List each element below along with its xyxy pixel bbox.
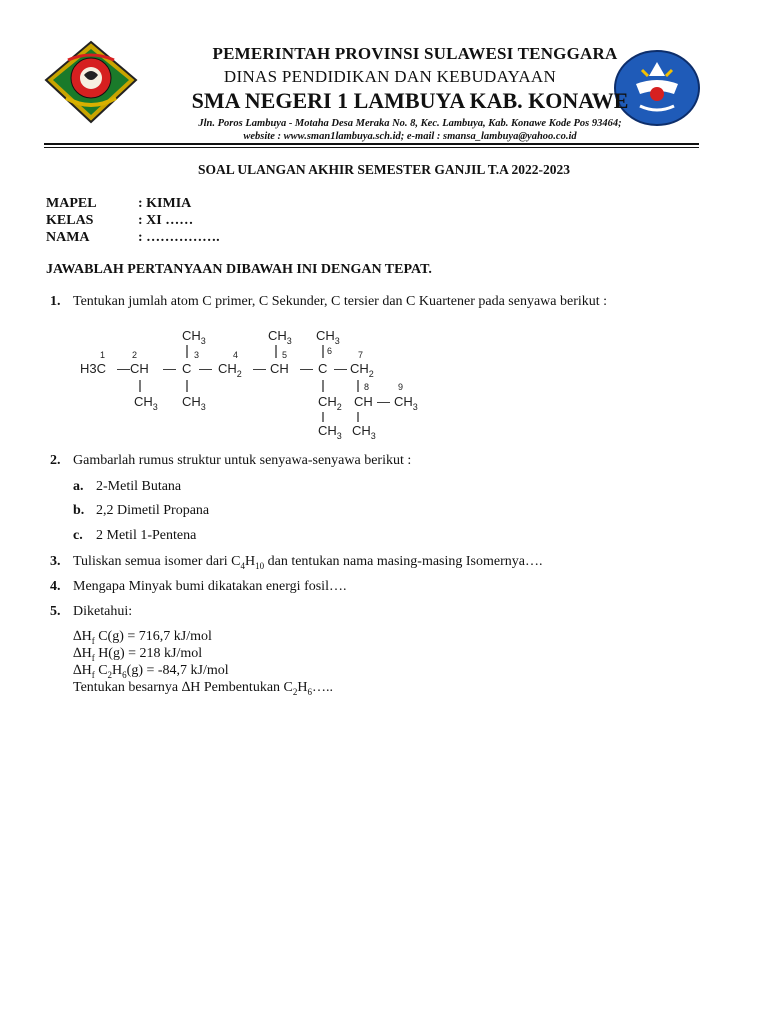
identity-label: MAPEL <box>46 196 97 211</box>
group-c-3: C <box>182 361 192 376</box>
bond-2-3: — <box>163 361 176 376</box>
question-2-number: 2. <box>50 453 61 468</box>
bond-8-9: — <box>377 394 390 409</box>
carbon-number: 8 <box>364 382 370 392</box>
group-h3c: H3C <box>80 361 107 376</box>
question-5-text: Diketahui: <box>73 604 133 619</box>
ch3-bottom-6b: $CH_3$ <box>318 423 342 440</box>
group-ch2-7: $CH_2$ <box>350 361 374 379</box>
group-ch-5: CH <box>270 361 289 376</box>
header-rule-thick <box>44 143 699 145</box>
carbon-number: 6 <box>327 346 333 356</box>
exam-title: SOAL ULANGAN AKHIR SEMESTER GANJIL T.A 2022-2023 <box>198 162 570 177</box>
group-ch3-9: $CH_3$ <box>394 394 418 412</box>
carbon-number: 5 <box>282 350 288 360</box>
bond-4-5: — <box>253 361 266 376</box>
header-address-block <box>110 117 710 143</box>
ch3-top-3: $CH_3$ <box>182 328 206 346</box>
question-2-text: Gambarlah rumus struktur untuk senyawa-senyawa berikut : <box>73 453 412 468</box>
question-2b-text: 2,2 Dimetil Propana <box>96 503 210 518</box>
question-2c-number: c. <box>73 528 83 543</box>
group-c-6: C <box>318 361 328 376</box>
ch3-bottom-3: $CH_3$ <box>182 394 206 412</box>
given-dhf-hydrogen: $\Delta H_f$ H(g) = 218 kJ/mol <box>73 646 203 663</box>
bond-5-6: — <box>300 361 313 376</box>
bond-6-7: — <box>334 361 347 376</box>
header-contacts: website : www.sman1lambuya.sch.id; e-mail : smansa_lambuya@yahoo.co.id <box>243 131 577 142</box>
ch2-bottom-6: $CH_2$ <box>318 394 342 412</box>
header-department: DINAS PENDIDIKAN DAN KEBUDAYAAN <box>223 67 557 86</box>
provincial-emblem-icon <box>44 40 138 124</box>
identity-value: : ……………. <box>138 230 220 245</box>
ch3-top-6: $CH_3$ <box>316 328 340 346</box>
given-dhf-ethane: $\Delta H_f$ $C_2H_6(g) = -84,7$ kJ/mol <box>73 663 229 680</box>
instruction: JAWABLAH PERTANYAAN DIBAWAH INI DENGAN TEPAT. <box>46 262 432 277</box>
question-3-text: Tuliskan semua isomer dari $C_4H_{10}$ dan tentukan nama masing-masing Isomernya…. <box>73 554 543 571</box>
identity-value: : XI …… <box>138 213 194 228</box>
ch3-bottom-2: $CH_3$ <box>134 394 158 412</box>
header-rule-thin <box>44 147 699 148</box>
header-government: PEMERINTAH PROVINSI SULAWESI TENGGARA <box>212 44 618 63</box>
given-dhf-carbon: $\Delta H_f$ C(g) = 716,7 kJ/mol <box>73 629 212 646</box>
question-5-number: 5. <box>50 604 61 619</box>
question-1-text: Tentukan jumlah atom C primer, C Sekunder, C tersier dan C Kuartener pada senyawa berikut : <box>73 294 608 309</box>
identity-label: NAMA <box>46 230 90 245</box>
carbon-number: 4 <box>233 350 239 360</box>
carbon-number: 7 <box>358 350 364 360</box>
carbon-number: 9 <box>398 382 404 392</box>
question-2a-number: a. <box>73 479 84 494</box>
identity-label: KELAS <box>46 213 94 228</box>
question-2a-text: 2-Metil Butana <box>96 479 182 494</box>
carbon-number: 1 <box>100 350 106 360</box>
ch3-top-5: $CH_3$ <box>268 328 292 346</box>
question-2b-number: b. <box>73 503 85 518</box>
question-1-number: 1. <box>50 294 61 309</box>
header-address: Jln. Poros Lambuya - Motaha Desa Meraka No. 8, Kec. Lambuya, Kab. Konawe Kode Pos 93464; <box>198 118 622 129</box>
carbon-number: 2 <box>132 350 138 360</box>
question-2c-text: 2 Metil 1-Pentena <box>96 528 197 543</box>
question-3-number: 3. <box>50 554 61 569</box>
group-ch-8: CH <box>354 394 373 409</box>
bond-1-2: — <box>117 361 130 376</box>
question-4-number: 4. <box>50 579 61 594</box>
question-4-text: Mengapa Minyak bumi dikatakan energi fosil…. <box>73 579 347 594</box>
identity-value: : KIMIA <box>138 196 192 211</box>
question-5-task: Tentukan besarnya ∆H Pembentukan $C_2H_6\dots$.. <box>73 680 333 697</box>
carbon-number: 3 <box>194 350 200 360</box>
group-ch-2: CH <box>130 361 149 376</box>
group-ch2-4: $CH_2$ <box>218 361 242 379</box>
header-school-name: SMA NEGERI 1 LAMBUYA KAB. KONAWE <box>191 88 629 113</box>
ch3-bottom-8: $CH_3$ <box>352 423 376 440</box>
compound-structure <box>72 320 432 440</box>
bond-3-4: — <box>199 361 212 376</box>
